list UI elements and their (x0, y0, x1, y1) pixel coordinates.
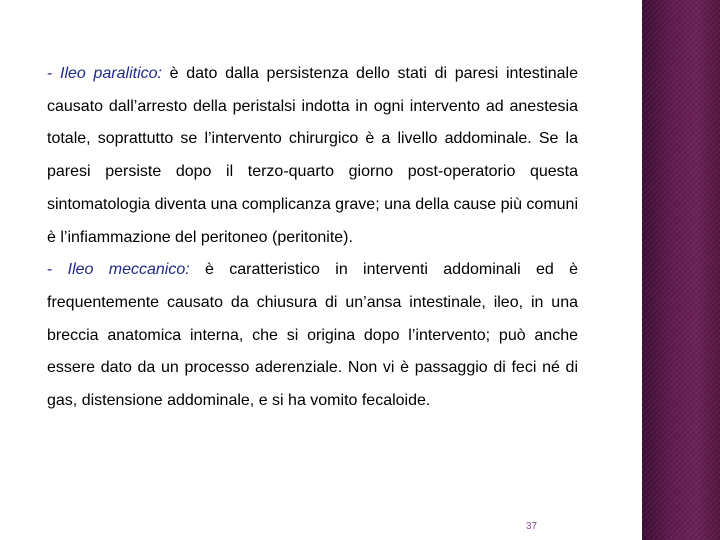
term-ileo-meccanico: Ileo meccanico: (67, 261, 190, 279)
paragraph-ileo-paralitico (47, 58, 578, 254)
bullet-dash: - (47, 65, 53, 82)
decorative-sidebar (642, 0, 720, 540)
paragraph-text: è caratteristico in interventi addominali ed è frequentemente causato da chiusura di un’ansa intestinale, ileo, in una breccia anatomica interna, che si origina dopo l’intervento; può anche essere dato da un processo aderenziale. Non vi è passaggio di feci né di gas, distensione addominale, e si ha vomito fecaloide. (47, 261, 578, 410)
slide-body (47, 58, 578, 418)
paragraph-ileo-meccanico (47, 254, 578, 418)
term-ileo-paralitico: Ileo paralitico: (60, 65, 162, 82)
paragraph-text: è dato dalla persistenza dello stati di paresi intestinale causato dall’arresto della peristalsi indotta in ogni intervento ad anestesia totale, soprattutto se l’intervento chirurgico è a livello addominale. Se la paresi persiste dopo il terzo-quarto giorno post-operatorio questa sintomatologia diventa una complicanza grave; una della cause più comuni è l’infiammazione del peritoneo (peritonite). (47, 65, 579, 246)
bullet-dash: - (47, 261, 53, 279)
page-number: 37 (526, 521, 538, 532)
